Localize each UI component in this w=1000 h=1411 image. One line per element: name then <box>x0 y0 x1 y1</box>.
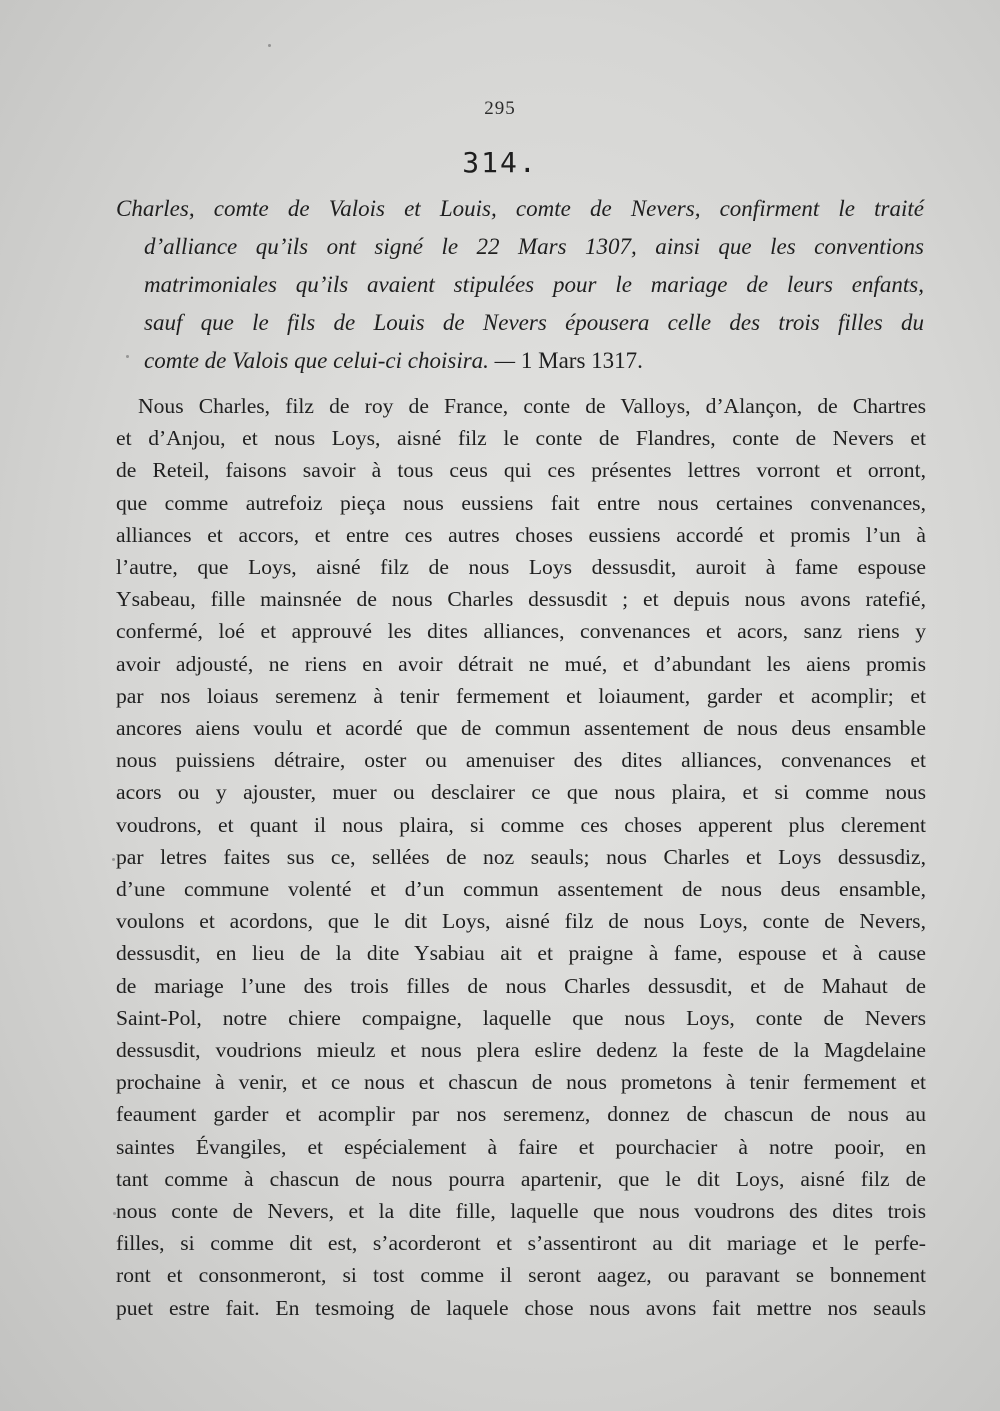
text-line: confermé, loé et approuvé les dites alliances, convenances et acors, sanz riens y <box>116 619 926 644</box>
scan-speck <box>268 44 271 47</box>
text-line: acors ou y ajouster, muer ou desclairer ce que nous plaira, et si comme nous <box>116 780 926 805</box>
summary-line: Charles, comte de Valois et Louis, comte de Nevers, confirment le traité <box>116 196 924 221</box>
summary-line: sauf que le fils de Louis de Nevers épousera celle des trois filles du <box>144 310 924 335</box>
text-line: Saint-Pol, notre chiere compaigne, laquelle que nous Loys, conte de Nevers <box>116 1005 926 1030</box>
text-line: dessusdit, en lieu de la dite Ysabiau ait et praigne à fame, espouse et à cause <box>116 941 926 966</box>
text-line: d’une commune volenté et d’un commun assentement de nous deus ensamble, <box>116 877 926 902</box>
document-number: 314. <box>462 146 538 179</box>
text-line: voulons et acordons, que le dit Loys, aisné filz de nous Loys, conte de Nevers, <box>116 909 926 934</box>
document-summary <box>116 190 924 380</box>
text-line: feaument garder et acomplir par nos seremenz, donnez de chascun de nous au <box>116 1102 926 1127</box>
scan-speck <box>112 858 115 861</box>
text-line: ancores aiens voulu et acordé que de commun assentement de nous deus ensamble <box>116 716 926 741</box>
text-line: de Reteil, faisons savoir à tous ceus qui ces présentes lettres vorront et orront, <box>116 458 926 483</box>
text-line: par nos loiaus seremenz à tenir fermement et loiaument, garder et acomplir; et <box>116 683 926 708</box>
text-line: tant comme à chascun de nous pourra apartenir, que le dit Loys, aisné filz de <box>116 1166 926 1191</box>
text-line: prochaine à venir, et ce nous et chascun de nous prometons à tenir fermement et <box>116 1070 926 1095</box>
text-line: nous puissiens détraire, oster ou amenuiser des dites alliances, convenances et <box>116 748 926 773</box>
summary-date: 1 Mars 1317. <box>520 348 643 373</box>
scan-speck <box>126 355 129 358</box>
text-line: dessusdit, voudrions mieulz et nous plera eslire dedenz la feste de la Magdelaine <box>116 1038 926 1063</box>
summary-line: matrimoniales qu’ils avaient stipulées pour le mariage de leurs enfants, <box>144 272 924 297</box>
text-line: Nous Charles, filz de roy de France, conte de Valloys, d’Alançon, de Chartres <box>138 394 926 418</box>
summary-line: d’alliance qu’ils ont signé le 22 Mars 1307, ainsi que les conventions <box>144 234 924 259</box>
text-line: puet estre fait. En tesmoing de laquele chose nous avons fait mettre nos seauls <box>116 1295 926 1320</box>
text-line: nous conte de Nevers, et la dite fille, laquelle que nous voudrons des dites trois <box>116 1199 926 1224</box>
text-line: ront et consonmeront, si tost comme il seront aagez, ou paravant se bonnement <box>116 1263 926 1288</box>
summary-last-line <box>116 342 924 380</box>
text-line: par letres faites sus ce, sellées de noz seauls; nous Charles et Loys dessusdiz, <box>116 844 926 869</box>
text-line: l’autre, que Loys, aisné filz de nous Loys dessusdit, auroit à fame espouse <box>116 555 926 580</box>
summary-line: comte de Valois que celui-ci choisira. — <box>144 348 516 373</box>
text-line: que comme autrefoiz pieça nous eussiens fait entre nous certaines convenances, <box>116 490 926 515</box>
text-line: avoir adjousté, ne riens en avoir détrait ne mué, et d’abundant les aiens promis <box>116 651 926 676</box>
page-number: 295 <box>484 98 516 119</box>
charter-text <box>116 390 926 1324</box>
scan-speck <box>113 1212 116 1215</box>
text-line: et d’Anjou, et nous Loys, aisné filz le conte de Flandres, conte de Nevers et <box>116 426 926 451</box>
text-line: de mariage l’une des trois filles de nous Charles dessusdit, et de Mahaut de <box>116 973 926 998</box>
text-line: voudrons, et quant il nous plaira, si comme ces choses apperent plus clerement <box>116 812 926 837</box>
text-line: saintes Évangiles, et espécialement à faire et pourchacier à notre pooir, en <box>116 1134 926 1159</box>
text-line: Ysabeau, fille mainsnée de nous Charles dessusdit ; et depuis nous avons ratefié, <box>116 587 926 612</box>
text-line: alliances et accors, et entre ces autres choses eussiens accordé et promis l’un à <box>116 522 926 547</box>
text-line: filles, si comme dit est, s’acorderont et s’assentiront au dit mariage et le perfe- <box>116 1231 926 1256</box>
